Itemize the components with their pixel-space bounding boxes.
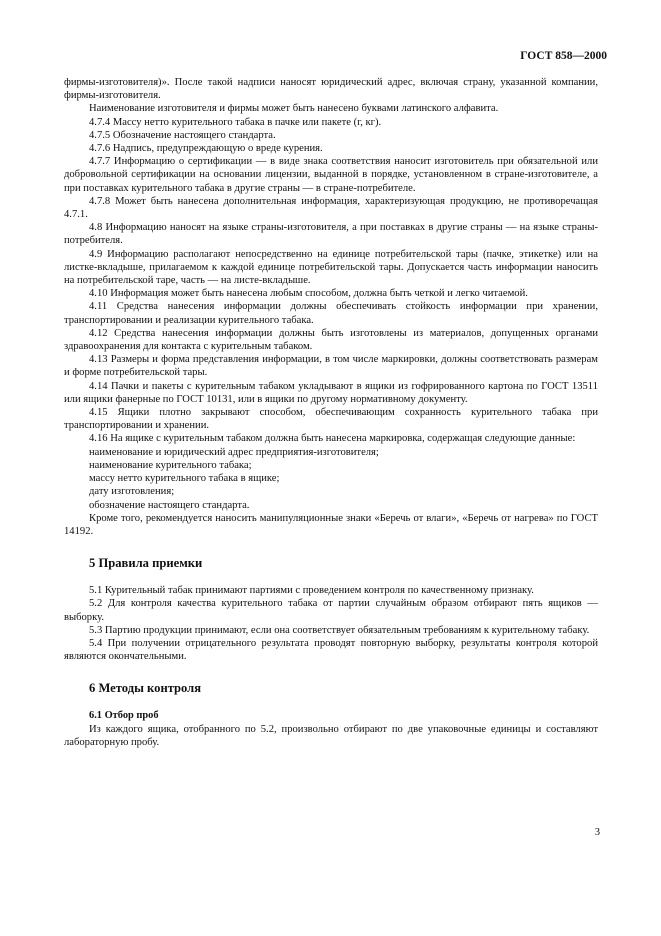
paragraph: 4.12 Средства нанесения информации должны быть изготовлены из материалов, допущенных органами здравоохранения для контакта с курительным табаком. bbox=[64, 327, 598, 353]
paragraph: 5.1 Курительный табак принимают партиями с проведением контроля по качественному признаку. bbox=[89, 585, 534, 597]
list-item: массу нетто курительного табака в ящике; bbox=[89, 473, 280, 485]
list-item: наименование и юридический адрес предприятия-изготовителя; bbox=[89, 446, 379, 458]
paragraph: 4.16 На ящике с курительным табаком должна быть нанесена маркировка, содержащая следующие данные: bbox=[89, 433, 576, 445]
paragraph: 4.9 Информацию располагают непосредственно на единице потребительской тары (пачке, этикетке) или на листке-вкладыше, прилагаемом к каждой единице потребительской тары. Допускается часть информации наносить на потребительской таре, часть — на листе-вкладыше. bbox=[64, 248, 598, 287]
section-heading: 5 Правила приемки bbox=[89, 556, 203, 571]
subsection-heading: 6.1 Отбор проб bbox=[89, 710, 159, 722]
paragraph: 4.14 Пачки и пакеты с курительным табаком укладывают в ящики из гофрированного картона по ГОСТ 13511 или ящики фанерные по ГОСТ 10131, или в ящики по другому нормативному документу. bbox=[64, 380, 598, 405]
document-code-header: ГОСТ 858—2000 bbox=[520, 50, 607, 62]
paragraph: 4.7.5 Обозначение настоящего стандарта. bbox=[89, 129, 276, 141]
paragraph: 4.7.6 Надпись, предупреждающую о вреде курения. bbox=[89, 143, 323, 155]
document-body bbox=[64, 76, 598, 749]
paragraph: 4.7.4 Массу нетто курительного табака в пачке или пакете (г, кг). bbox=[89, 116, 382, 128]
paragraph: 5.3 Партию продукции принимают, если она соответствует обязательным требованиям к курительному табаку. bbox=[89, 624, 590, 636]
list-item: дату изготовления; bbox=[89, 486, 175, 498]
list-item: обозначение настоящего стандарта. bbox=[89, 499, 250, 511]
paragraph: 4.7.7 Информацию о сертификации — в виде знака соответствия наносит изготовитель при обязательной или добровольной сертификации на основании лицензии, выданной в порядке, установленном в стране-изготовителе, а при поставках курительного табака в другие страны — в стране-потребителе. bbox=[64, 156, 598, 194]
paragraph: 4.11 Средства нанесения информации должны обеспечивать стойкость информации при хранении, транспортировании и реализации курительного табака. bbox=[64, 301, 598, 326]
list-item: наименование курительного табака; bbox=[89, 459, 252, 471]
paragraph: 4.7.8 Может быть нанесена дополнительная информация, характеризующая продукцию, не противоречащая 4.7.1. bbox=[64, 195, 598, 221]
paragraph: Кроме того, рекомендуется наносить манипуляционные знаки «Беречь от влаги», «Беречь от нагрева» по ГОСТ 14192. bbox=[64, 512, 598, 537]
paragraph: 5.4 При получении отрицательного результата проводят повторную выборку, результаты контроля которой являются окончательными. bbox=[64, 637, 598, 663]
paragraph: Наименование изготовителя и фирмы может быть нанесено буквами латинского алфавита. bbox=[89, 103, 499, 115]
paragraph: Из каждого ящика, отобранного по 5.2, произвольно отбирают по две упаковочные единицы и составляют лабораторную пробу. bbox=[64, 723, 598, 748]
paragraph: 4.13 Размеры и форма представления информации, в том числе маркировки, должны соответствовать размерам и форме потребительской тары. bbox=[64, 354, 598, 379]
paragraph: 4.15 Ящики плотно закрывают способом, обеспечивающим сохранность курительного табака при транспортировании и хранении. bbox=[64, 407, 598, 432]
paragraph: 4.8 Информацию наносят на языке страны-изготовителя, а при поставках в другие страны — на языке страны-потребителя. bbox=[64, 222, 598, 247]
section-heading: 6 Методы контроля bbox=[89, 681, 202, 696]
page-number: 3 bbox=[594, 827, 600, 838]
paragraph: 4.10 Информация может быть нанесена любым способом, должна быть четкой и легко читаемой. bbox=[89, 288, 528, 300]
paragraph: фирмы-изготовителя)». После такой надписи наносят юридический адрес, включая страну, указанной компании, фирмы-изготовителя. bbox=[64, 77, 598, 102]
paragraph: 5.2 Для контроля качества курительного табака от партии случайным образом отбирают пять ящиков — выборку. bbox=[64, 598, 598, 623]
